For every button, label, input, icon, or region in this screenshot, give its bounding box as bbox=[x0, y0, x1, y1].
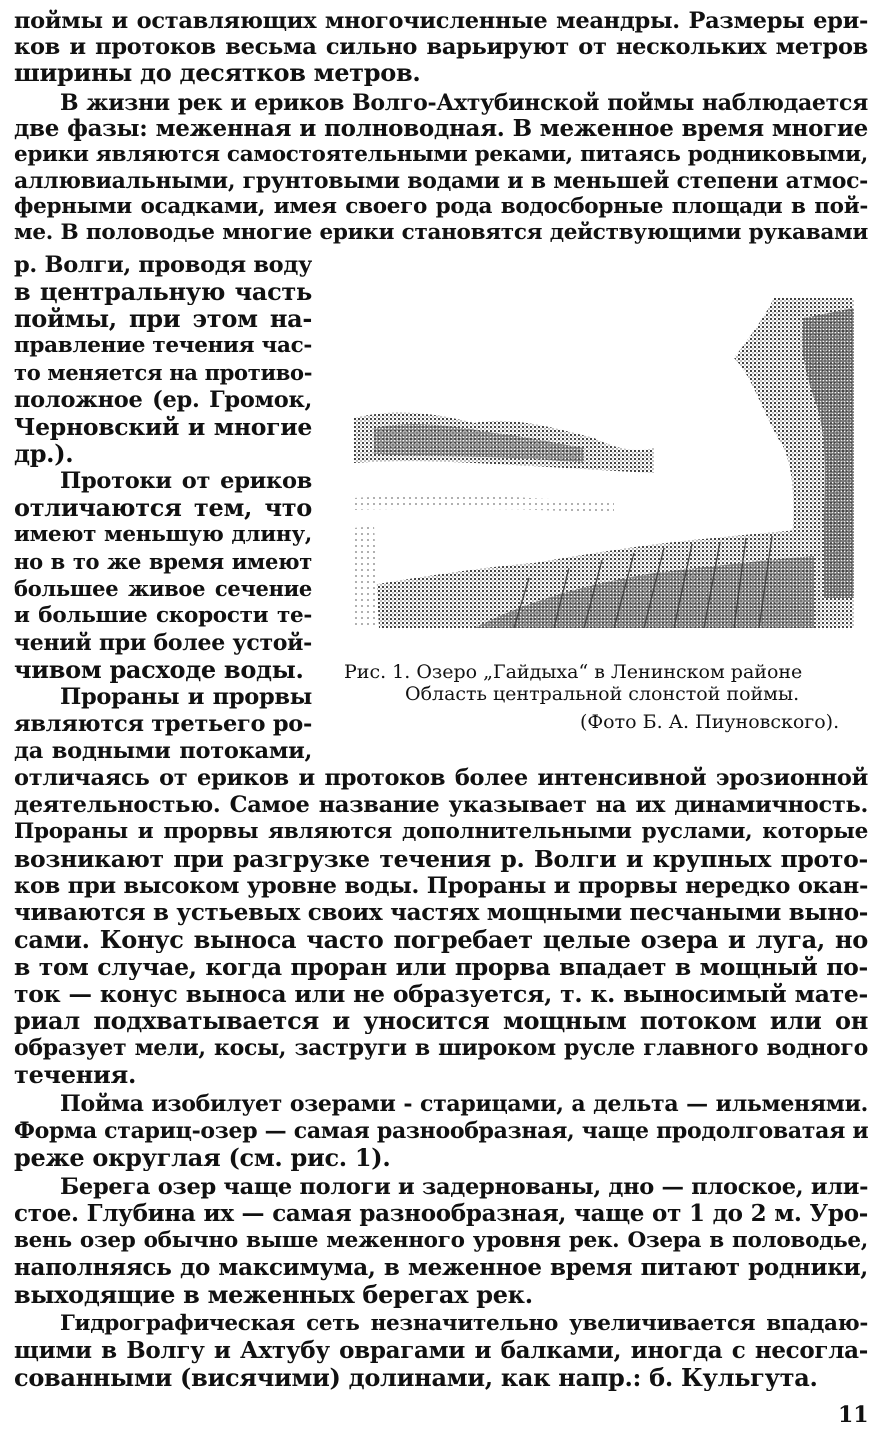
text-line: ширины до десятков метров. bbox=[14, 60, 421, 86]
text-line: сованными (висячими) долинами, как напр.: б. Кульгута. bbox=[14, 1365, 818, 1391]
text-line: В жизни рек и ериков Волго-Ахтубинской поймы наблюдается bbox=[60, 90, 868, 116]
text-line: Протоки от ериков bbox=[60, 468, 312, 494]
text-line: аллювиальными, грунтовыми водами и в меньшей степени атмос- bbox=[14, 168, 868, 194]
text-line: отличаясь от ериков и протоков более интенсивной эрозионной bbox=[14, 765, 868, 791]
text-line: деятельностью. Самое название указывает на их динамичность. bbox=[14, 792, 868, 818]
text-line: образует мели, косы, заструги в широком русле главного водного bbox=[14, 1035, 868, 1061]
text-line: и большие скорости те- bbox=[14, 603, 312, 628]
text-line: Гидрографическая сеть незначительно увеличивается впадаю- bbox=[60, 1311, 868, 1336]
text-line: Черновский и многие bbox=[14, 414, 312, 440]
text-line: стое. Глубина их — самая разнообразная, чаще от 1 до 2 м. Уро- bbox=[14, 1201, 868, 1227]
text-line: возникают при разгрузке течения р. Волги и крупных прото- bbox=[14, 846, 868, 872]
text-line: но в то же время имеют bbox=[14, 549, 312, 574]
text-line: чивом расходе воды. bbox=[14, 657, 304, 683]
text-line: чений при более устой- bbox=[14, 630, 312, 656]
text-line: правление течения час- bbox=[14, 333, 312, 358]
text-line: выходящие в меженных берегах рек. bbox=[14, 1282, 533, 1308]
text-line: да водными потоками, bbox=[14, 738, 312, 764]
text-line: наполняясь до максимума, в меженное время питают родники, bbox=[14, 1255, 868, 1281]
text-line: ме. В половодье многие ерики становятся действующими рукавами bbox=[14, 220, 868, 245]
page-number: 11 bbox=[838, 1402, 869, 1428]
text-line: в центральную часть bbox=[14, 279, 312, 305]
text-line: поймы, при этом на- bbox=[14, 306, 312, 332]
lake-photo bbox=[354, 298, 854, 628]
photo-credit: (Фото Б. А. Пиуновского). bbox=[580, 711, 840, 733]
text-line: Прораны и прорвы bbox=[60, 684, 312, 710]
text-line: ерики являются самостоятельными реками, питаясь родниковыми, bbox=[14, 142, 868, 167]
text-line: Форма стариц-озер — самая разнообразная, чаще продолговатая и bbox=[14, 1118, 868, 1144]
text-line: риал подхватывается и уносится мощным потоком или он bbox=[14, 1008, 868, 1034]
text-line: щими в Волгу и Ахтубу оврагами и балками, иногда с несогла- bbox=[14, 1338, 868, 1364]
text-line: большее живое сечение bbox=[14, 576, 312, 601]
text-line: ков и протоков весьма сильно варьируют от нескольких метров bbox=[14, 34, 868, 60]
text-line: др.). bbox=[14, 441, 74, 467]
text-line: имеют меньшую длину, bbox=[14, 522, 312, 547]
text-line: реже округлая (см. рис. 1). bbox=[14, 1145, 391, 1171]
text-line: р. Волги, проводя воду bbox=[14, 252, 312, 278]
text-line: сами. Конус выноса часто погребает целые озера и луга, но bbox=[14, 927, 868, 953]
text-line: Пойма изобилует озерами - старицами, а дельта — ильменями. bbox=[60, 1091, 868, 1117]
text-line: являются третьего ро- bbox=[14, 711, 312, 737]
text-line: в том случае, когда проран или прорва впадает в мощный по- bbox=[14, 954, 868, 980]
text-line: ферными осадками, имея своего рода водосборные площади в пой- bbox=[14, 194, 868, 219]
text-line: ток — конус выноса или не образуется, т. к. выносимый мате- bbox=[14, 981, 868, 1007]
text-line: отличаются тем, что bbox=[14, 495, 312, 521]
text-line: Берега озер чаще пологи и задернованы, дно — плоское, или- bbox=[60, 1174, 868, 1200]
text-line: вень озер обычно выше меженного уровня рек. Озера в половодье, bbox=[14, 1228, 868, 1253]
text-line: положное (ер. Громок, bbox=[14, 387, 312, 413]
figure-caption: Рис. 1. Озеро „Гайдыха“ в Ленинском районе bbox=[344, 661, 803, 683]
text-line: то меняется на противо- bbox=[14, 360, 312, 385]
text-line: течения. bbox=[14, 1062, 137, 1088]
text-line: Прораны и прорвы являются дополнительными руслами, которые bbox=[14, 819, 868, 844]
text-line: две фазы: меженная и полноводная. В меженное время многие bbox=[14, 116, 868, 142]
text-line: ков при высоком уровне воды. Прораны и прорвы нередко окан- bbox=[14, 873, 868, 899]
text-line: поймы и оставляющих многочисленные меандры. Размеры ери- bbox=[14, 8, 868, 34]
figure-caption-subtitle: Область центральной слонстой поймы. bbox=[405, 683, 800, 705]
text-line: чиваются в устьевых своих частях мощными песчаными выно- bbox=[14, 900, 868, 926]
